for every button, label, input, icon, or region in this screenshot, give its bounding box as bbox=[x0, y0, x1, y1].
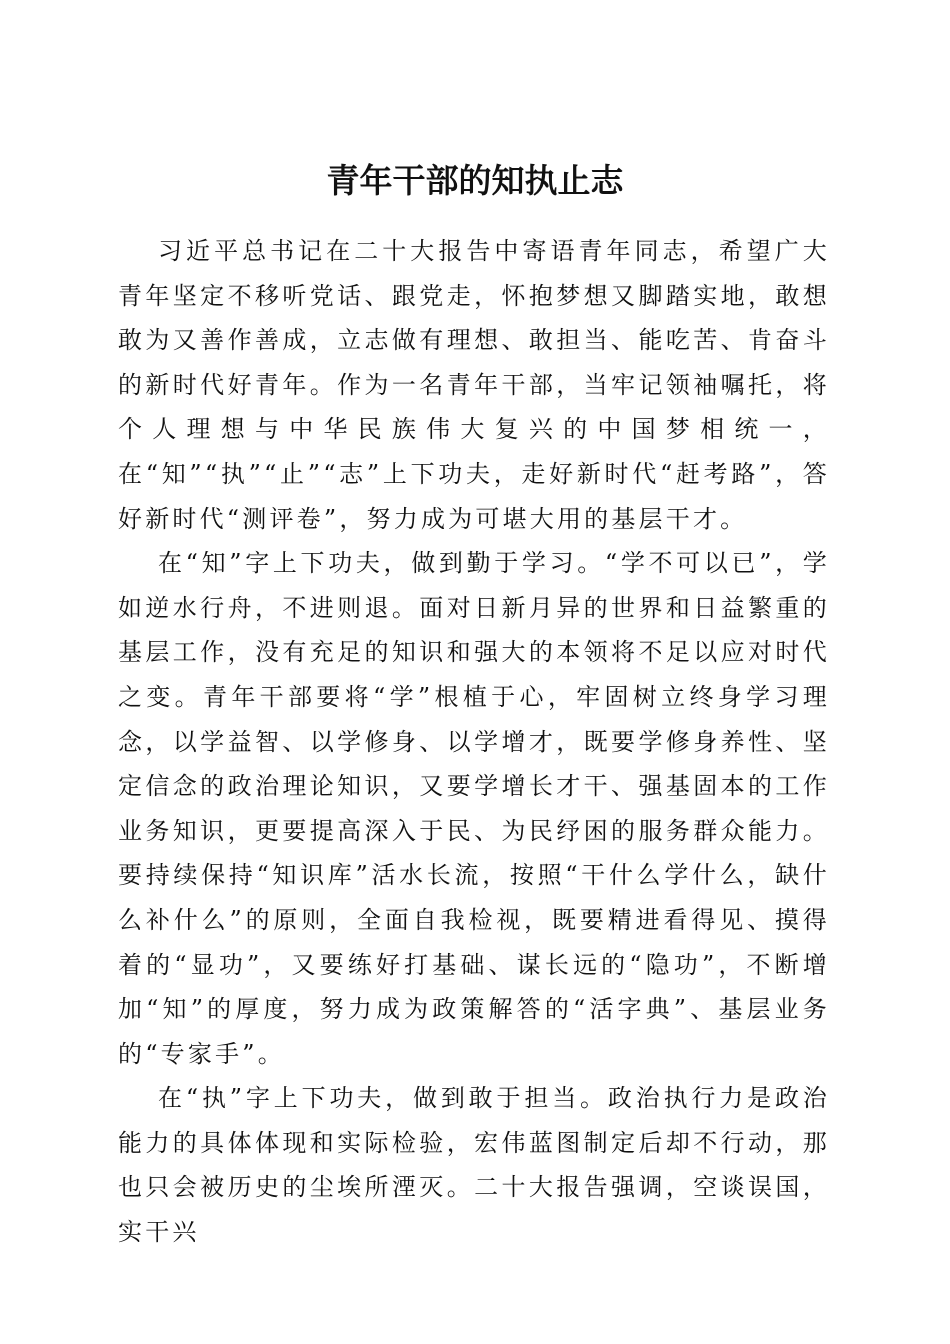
paragraph-zhi-knowledge: 在“知”字上下功夫，做到勤于学习。“学不可以已”，学如逆水行舟，不进则退。面对日新月异的世界和日益繁重的基层工作，没有充足的知识和强大的本领将不足以应对时代之变。青年干部要将“学”根植于心，牢固树立终身学习理念，以学益智、以学修身、以学增才，既要学修身养性、坚定信念的政治理论知识，又要学增长才干、强基固本的工作业务知识，更要提高深入于民、为民纾困的服务群众能力。要持续保持“知识库”活水长流，按照“干什么学什么，缺什么补什么”的原则，全面自我检视，既要精进看得见、摸得着的“显功”，又要练好打基础、谋长远的“隐功”，不断增加“知”的厚度，努力成为政策解答的“活字典”、基层业务的“专家手”。 bbox=[118, 549, 830, 1068]
document-title: 青年干部的知执止志 bbox=[326, 161, 624, 201]
paragraph-zhi-execution: 在“执”字上下功夫，做到敢于担当。政治执行力是政治能力的具体体现和实际检验，宏伟蓝图制定后却不行动，那也只会被历史的尘埃所湮灭。二十大报告强调，空谈误国，实干兴 bbox=[118, 1084, 830, 1247]
paragraph-intro: 习近平总书记在二十大报告中寄语青年同志，希望广大青年坚定不移听党话、跟党走，怀抱梦想又脚踏实地，敢想敢为又善作善成，立志做有理想、敢担当、能吃苦、肯奋斗的新时代好青年。作为一名青年干部，当牢记领袖嘱托，将个人理想与中华民族伟大复兴的中国梦相统一，在“知”“执”“止”“志”上下功夫，走好新时代“赶考路”，答好新时代“测评卷”，努力成为可堪大用的基层干才。 bbox=[118, 237, 830, 533]
document-body bbox=[118, 229, 830, 1255]
